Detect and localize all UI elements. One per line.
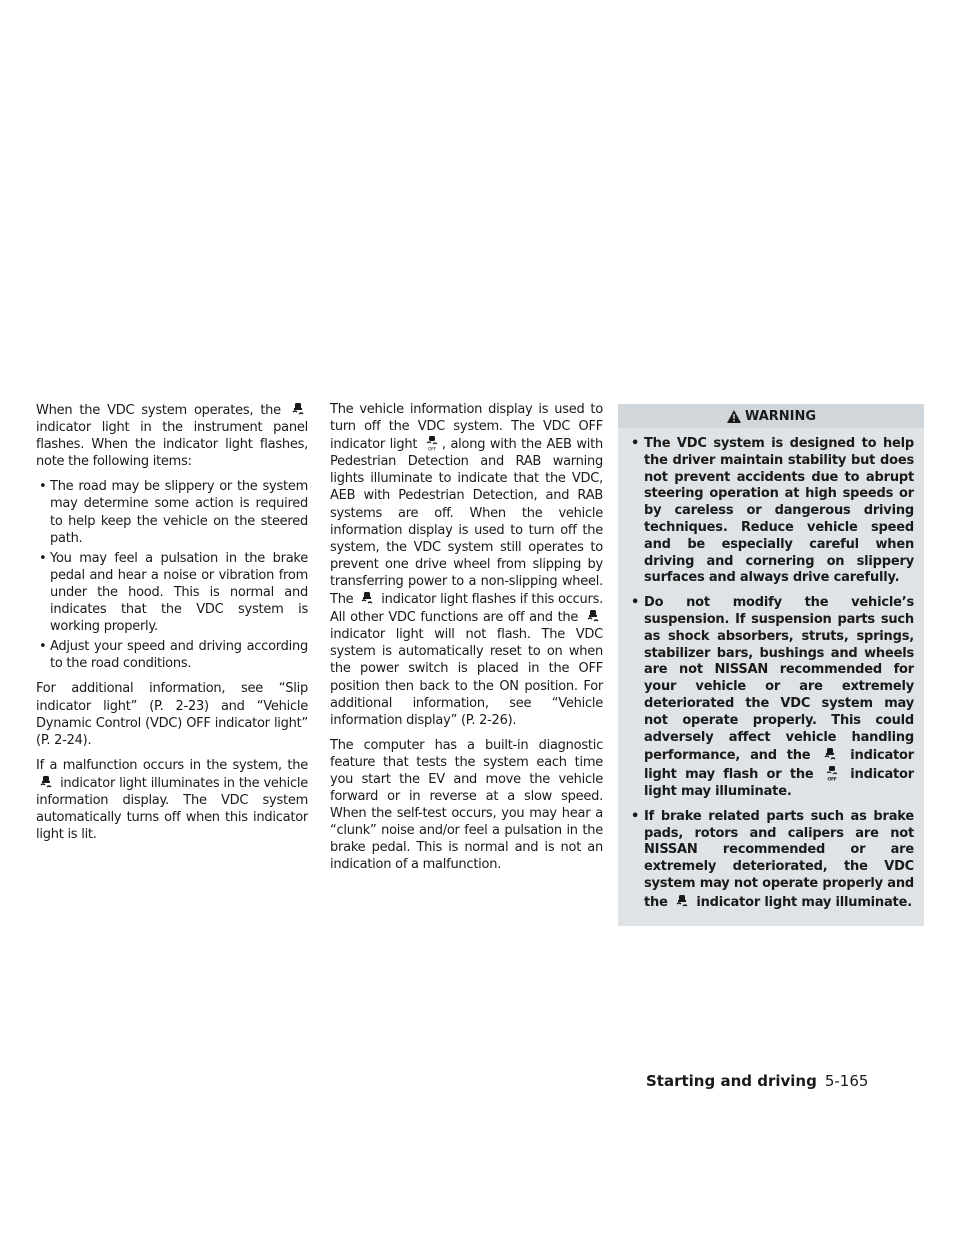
slip-indicator-icon (822, 746, 838, 762)
page-number: 5-165 (824, 1072, 869, 1090)
warning-item: • If brake related parts such as brake pads, rotors and calipers are not NISSAN recommended or are extremely deteriorated, the VDC system may not operate properly and the indicator light may illuminate. (630, 809, 914, 912)
paragraph-vdc-off: The vehicle information display is used to turn off the VDC system. The VDC OFF indicator light , along with the AEB with Pedestrian Detection and RAB warning lights illuminate to indicate that the VDC, AEB with Pedestrian Detection, and RAB systems are off. When the vehicle information display is used to turn off the system, the VDC system still operates to prevent one drive wheel from slipping by transferring power to a non-slipping wheel. The indicator light flashes if this occurs. All other VDC functions are off and the indicator light will not flash. The VDC system is automatically reset to on when the power switch is placed in the OFF position then back to the ON position. For additional information, see “Vehicle information display” (P. 2-26). (330, 402, 603, 728)
slip-indicator-icon (585, 608, 601, 624)
section-title: Starting and driving (646, 1072, 817, 1090)
note-list (36, 478, 308, 672)
slip-indicator-icon (674, 893, 690, 909)
warning-item: • Do not modify the vehicle’s suspension. If suspension parts such as shock absorbers, struts, springs, stabilizer bars, bushings and wheels are not NISSAN recommended for your vehicle or are extremely deteriorated the VDC system may not operate properly. This could adversely affect vehicle handling performance, and the indicator light may flash or the indicator light may illuminate. (630, 595, 914, 801)
list-item: • You may feel a pulsation in the brake pedal and hear a noise or vibration from under the hood. This is normal and indicates that the VDC system is working properly. (36, 550, 308, 635)
paragraph-self-test: The computer has a built-in diagnostic feature that tests the system each time you start the EV and move the vehicle forward or in reverse at a slow speed. When the self-test occurs, you may hear a “clunk” noise and/or feel a pulsation in the brake pedal. This is normal and is not an indication of a malfunction. (330, 737, 603, 873)
slip-indicator-icon (38, 774, 54, 790)
warning-triangle-icon (726, 409, 742, 424)
warning-list (618, 428, 924, 926)
list-item: • The road may be slippery or the system may determine some action is required to help keep the vehicle on the steered path. (36, 478, 308, 546)
warning-item: • The VDC system is designed to help the driver maintain stability but does not prevent accidents due to abrupt steering operation at high speeds or by careless or dangerous driving techniques. Reduce vehicle speed and be especially careful when driving and cornering on slippery surfaces and always drive carefully. (630, 436, 914, 587)
vdc-off-indicator-icon (424, 435, 440, 451)
warning-header (618, 404, 924, 428)
warning-box (618, 404, 924, 926)
paragraph-malfunction: If a malfunction occurs in the system, the indicator light illuminates in the vehicle information display. The VDC system automatically turns off when this indicator light is lit. (36, 757, 309, 843)
paragraph-vdc-operates: When the VDC system operates, the indicator light in the instrument panel flashes. When the indicator light flashes, note the following items: (36, 403, 308, 470)
vdc-off-indicator-icon (824, 765, 840, 781)
slip-indicator-icon (359, 590, 375, 606)
column-middle (330, 401, 603, 882)
column-left (36, 401, 308, 851)
paragraph-additional-info: For additional information, see “Slip indicator light” (P. 2-23) and “Vehicle Dynamic Control (VDC) OFF indicator light” (P. 2-24). (36, 681, 308, 748)
warning-title: WARNING (744, 408, 817, 424)
list-item: • Adjust your speed and driving according to the road conditions. (36, 638, 308, 672)
page-footer (646, 1072, 868, 1090)
slip-indicator-icon (290, 401, 306, 417)
